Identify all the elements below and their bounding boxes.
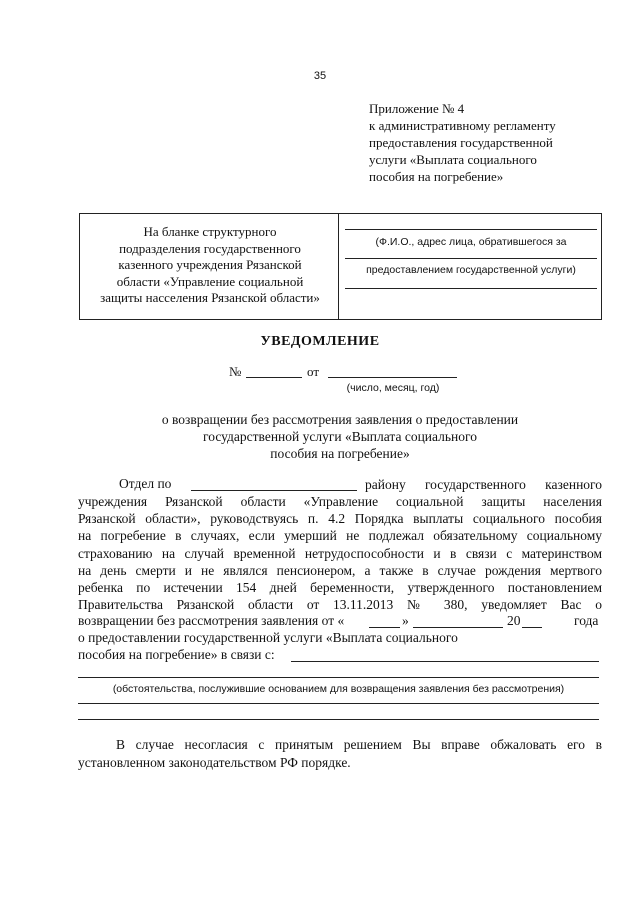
recipient-line[interactable] bbox=[345, 229, 597, 230]
date-field[interactable] bbox=[328, 377, 457, 378]
date-caption: (число, месяц, год) bbox=[346, 382, 440, 394]
body-line: пособия на погребение» в связи с: bbox=[78, 647, 275, 662]
appendix-line: услуги «Выплата социального bbox=[369, 152, 537, 167]
appeal-line: установленном законодательством РФ порядке. bbox=[78, 755, 351, 770]
letterhead-line: казенного учреждения Рязанской bbox=[118, 257, 302, 272]
date-label: от bbox=[307, 364, 320, 379]
body-line: возвращении без рассмотрения заявления от « bbox=[78, 613, 345, 628]
subject-line: государственной услуги «Выплата социального bbox=[203, 429, 477, 444]
recipient-caption: (Ф.И.О., адрес лица, обратившегося за bbox=[375, 236, 567, 248]
appendix-line: пособия на погребение» bbox=[369, 169, 504, 184]
letterhead-line: области «Управление социальной bbox=[116, 273, 304, 289]
reason-line[interactable] bbox=[78, 719, 599, 720]
reason-line[interactable] bbox=[78, 677, 599, 678]
appendix-line: Приложение № 4 bbox=[369, 101, 465, 116]
body-line: району государственного казенного bbox=[365, 477, 602, 492]
body-text bbox=[78, 493, 602, 613]
body-line: Рязанской области», руководствуясь п. 4.2 Порядка выплаты социального пособия bbox=[78, 511, 602, 527]
letterhead-line: защиты насселения Рязанской области» bbox=[100, 290, 320, 305]
number-field[interactable] bbox=[246, 377, 302, 378]
body-line: учреждения Рязанской области «Управление социальной защиты населения bbox=[78, 494, 602, 509]
body-line: страхованию на случай временной нетрудоспособности и в связи с материнством bbox=[78, 545, 602, 561]
body-line: » bbox=[402, 613, 409, 628]
notice-subject bbox=[100, 411, 580, 462]
recipient-line[interactable] bbox=[345, 288, 597, 289]
reason-field[interactable] bbox=[291, 661, 599, 662]
reason-line[interactable] bbox=[78, 703, 599, 704]
body-line: на погребение в случаях, если умерший не подлежал обязательному социальному bbox=[78, 528, 602, 544]
letterhead-line: На бланке структурного bbox=[143, 224, 277, 239]
number-label: № bbox=[229, 364, 242, 379]
application-month-field[interactable] bbox=[413, 627, 503, 628]
body-line: ребенка по истечении 154 дней беременности, утвержденного постановлением bbox=[78, 579, 602, 595]
subject-line: о возвращении без рассмотрения заявления о предоставлении bbox=[161, 412, 519, 427]
body-line: Правительства Рязанской области от 13.11.2013 № 380, уведомляет Вас о bbox=[78, 597, 602, 613]
appeal-paragraph bbox=[78, 736, 602, 772]
appendix-header bbox=[369, 100, 556, 185]
reason-caption: (обстоятельства, послужившие основанием для возвращения заявления без рассмотрения) bbox=[112, 683, 565, 695]
application-day-field[interactable] bbox=[369, 627, 400, 628]
appeal-line: В случае несогласия с принятым решением Вы вправе обжаловать его в bbox=[116, 737, 602, 752]
letterhead-divider bbox=[338, 213, 339, 320]
body-line: на день смерти и не являлся пенсионером, а также в случае рождения мертвого bbox=[78, 562, 602, 578]
district-field[interactable] bbox=[191, 490, 357, 491]
body-line: 20 bbox=[507, 613, 521, 628]
recipient-caption: предоставлением государственной услуги) bbox=[366, 264, 576, 276]
letterhead-line: подразделения государственного bbox=[119, 240, 301, 256]
appendix-line: к административному регламенту bbox=[369, 118, 556, 133]
subject-line: пособия на погребение» bbox=[270, 446, 410, 461]
body-department-label: Отдел по bbox=[119, 476, 172, 491]
page-number: 35 bbox=[313, 70, 327, 82]
application-year-field[interactable] bbox=[522, 627, 542, 628]
recipient-line[interactable] bbox=[345, 258, 597, 259]
notice-title: УВЕДОМЛЕНИЕ bbox=[260, 334, 380, 349]
letterhead-text bbox=[86, 224, 334, 307]
body-line: о предоставлении государственной услуги «Выплата социального bbox=[78, 630, 458, 645]
body-line: года bbox=[574, 613, 599, 628]
appendix-line: предоставления государственной bbox=[369, 135, 553, 150]
